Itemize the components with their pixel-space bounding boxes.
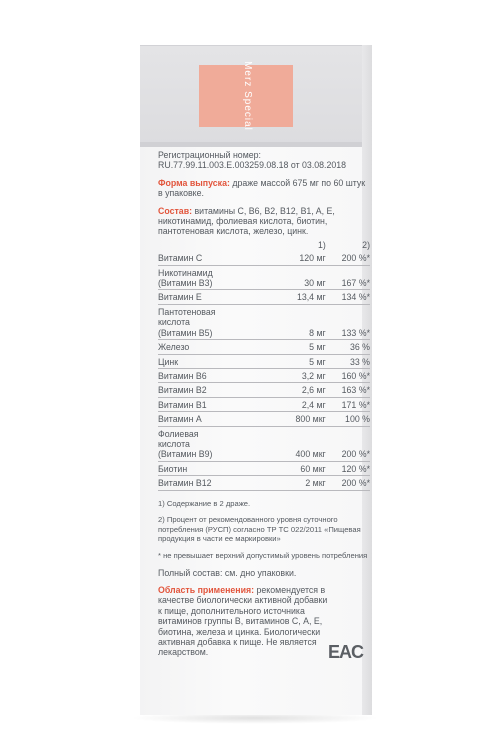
- table-cell-percent: 36 %: [330, 340, 370, 354]
- table-cell-amount: 13,4 мг: [216, 290, 330, 304]
- table-header-percent: 2): [362, 239, 370, 250]
- note-3: * не превышает верхний допустимый уровень потребления: [158, 550, 368, 560]
- table-row: [158, 476, 370, 490]
- note-2: 2) Процент от рекомендованного уровня суточного потребления (РУСП) согласно ТР ТС 022/2011 «Пищевая продукция в части ее маркировки»: [158, 515, 361, 544]
- table-cell-amount: 30 мг: [216, 265, 330, 290]
- table-cell-name: Витамин В6: [158, 368, 216, 382]
- table-header-row: [158, 238, 370, 251]
- table-cell-percent: 163 %*: [330, 383, 370, 397]
- table-cell-amount: 60 мкг: [216, 461, 330, 475]
- table-cell-name: Витамин В1: [158, 397, 216, 411]
- brand-logo-text: Merz Special: [242, 61, 253, 131]
- table-row: [158, 397, 370, 411]
- table-row: [158, 265, 370, 290]
- table-row: [158, 426, 370, 461]
- table-cell-percent: 160 %*: [330, 368, 370, 382]
- table-row: [158, 251, 370, 265]
- usage-text: рекомендуется в качестве биологически активной добавки к пище, дополнительного источника витаминов группы В, витаминов С, А, Е, биотина, железа и цинка. Биологически активная добавка к пище. Не является лекарством.: [158, 584, 328, 658]
- table-cell-name: Цинк: [158, 354, 216, 368]
- table-cell-amount: 2 мкг: [216, 476, 330, 490]
- usage-section: [158, 585, 328, 658]
- table-cell-amount: 800 мкг: [216, 412, 330, 426]
- composition-label: Состав:: [158, 205, 193, 216]
- composition-text: витамины C, B6, B2, B12, B1, A, E, никотинамид, фолиевая кислота, биотин, пантотеновая кислота, железо, цинк.: [158, 205, 335, 237]
- table-cell-amount: 5 мг: [216, 354, 330, 368]
- table-header-amount: 1): [317, 239, 326, 250]
- table-cell-percent: 120 %*: [330, 461, 370, 475]
- table-cell-name: Витамин Е: [158, 290, 216, 304]
- table-cell-percent: 200 %*: [330, 426, 370, 461]
- table-cell-percent: 171 %*: [330, 397, 370, 411]
- table-cell-percent: 167 %*: [330, 265, 370, 290]
- eac-mark: EAC: [328, 642, 364, 662]
- table-row: [158, 383, 370, 397]
- table-cell-amount: 400 мкг: [216, 426, 330, 461]
- table-cell-amount: 2,4 мг: [216, 397, 330, 411]
- table-cell-amount: 120 мг: [216, 251, 330, 265]
- table-cell-percent: 133 %*: [330, 304, 370, 339]
- usage-label: Область применения:: [158, 584, 255, 595]
- table-row: [158, 368, 370, 382]
- table-cell-name: Витамин С: [158, 251, 216, 265]
- table-cell-percent: 200 %*: [330, 251, 370, 265]
- table-row: [158, 412, 370, 426]
- release-form-text: драже массой 675 мг по 60 штук в упаковке.: [158, 177, 366, 199]
- table-cell-amount: 8 мг: [216, 304, 330, 339]
- nutrition-table: [158, 238, 370, 491]
- table-cell-amount: 3,2 мг: [216, 368, 330, 382]
- table-cell-percent: 33 %: [330, 354, 370, 368]
- package-label: [158, 150, 370, 665]
- full-composition: Полный состав: см. дно упаковки.: [158, 567, 297, 578]
- table-cell-name: Витамин В12: [158, 476, 216, 490]
- table-cell-name: Биотин: [158, 461, 216, 475]
- table-cell-percent: 200 %*: [330, 476, 370, 490]
- table-cell-percent: 100 %: [330, 412, 370, 426]
- release-form: [158, 178, 370, 199]
- table-row: [158, 340, 370, 354]
- table-cell-name: Фолиевая кислота (Витамин В9): [158, 426, 216, 461]
- table-row: [158, 304, 370, 339]
- table-cell-name: Железо: [158, 340, 216, 354]
- registration-number: Регистрационный номер: RU.77.99.11.003.E.003259.08.18 от 03.08.2018: [158, 150, 347, 171]
- table-cell-amount: 5 мг: [216, 340, 330, 354]
- table-cell-name: Витамин А: [158, 412, 216, 426]
- table-cell-name: Витамин В2: [158, 383, 216, 397]
- table-row: [158, 354, 370, 368]
- table-row: [158, 290, 370, 304]
- table-cell-percent: 134 %*: [330, 290, 370, 304]
- table-cell-amount: 2,6 мг: [216, 383, 330, 397]
- note-1: 1) Содержание в 2 драже.: [158, 498, 251, 508]
- release-form-label: Форма выпуска:: [158, 177, 230, 188]
- table-cell-name: Пантотеновая кислота (Витамин В5): [158, 304, 216, 339]
- table-row: [158, 461, 370, 475]
- composition: [158, 206, 370, 237]
- table-cell-name: Никотинамид (Витамин В3): [158, 265, 216, 290]
